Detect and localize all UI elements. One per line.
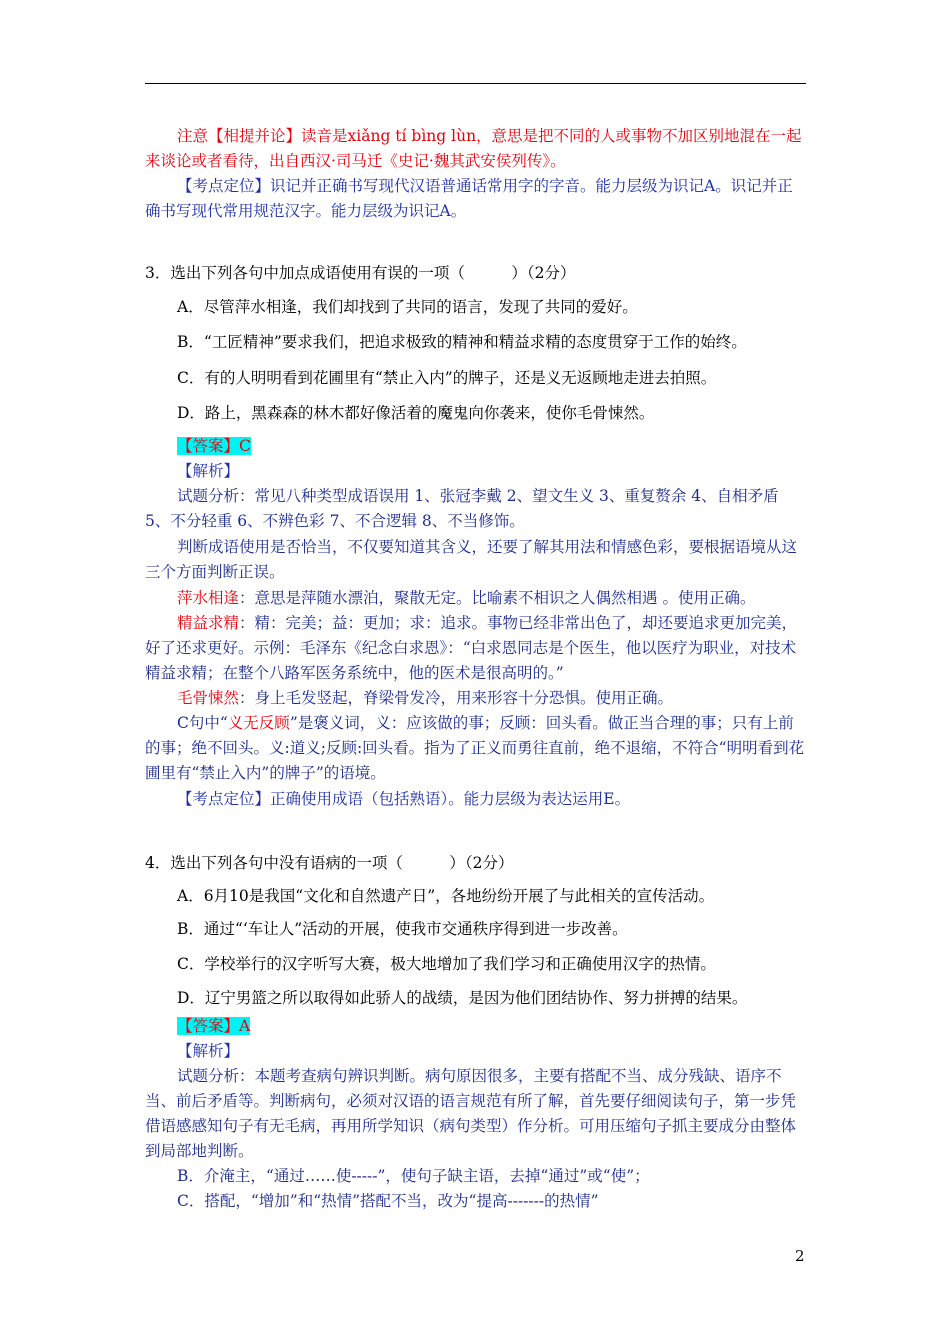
q3-kaodian-paragraph <box>145 787 807 812</box>
note-term: 【相提并论】 <box>208 127 302 145</box>
q3-c-paragraph <box>145 711 807 786</box>
q4-analysis-1: 试题分析：本题考查病句辨识判断。病句原因很多，主要有搭配不当、成分残缺、语序不当、前后矛盾等。判断病句，必须对汉语的语言规范有所了解，首先要仔细阅读句子，第一步凭借语感感知句子有无毛病，再用所学知识（病句类型）作分析。可用压缩句子抓主要成分由整体到局部地判断。 <box>145 1067 797 1160</box>
q3-answer-value: C <box>239 437 251 455</box>
q3-c-prefix: C句中“ <box>177 714 228 732</box>
q3-term-2-paragraph <box>145 611 807 686</box>
page-number: 2 <box>795 1247 805 1265</box>
intro-kaodian-paragraph <box>145 174 807 224</box>
q3-analysis-2: 判断成语使用是否恰当，不仅要知道其含义，还要了解其用法和情感色彩，要根据语境从这三个方面判断正误。 <box>145 538 798 581</box>
q4-answer-value: A <box>239 1017 251 1035</box>
q3-option-c: C．有的人明明看到花圃里有“禁止入内”的牌子，还是义无返顾地走进去拍照。 <box>177 369 717 387</box>
q3-analysis-label: 【解析】 <box>177 462 240 480</box>
q4-option-a: A．6月10是我国“文化和自然遗产日”，各地纷纷开展了与此相关的宣传活动。 <box>177 887 715 905</box>
intro-kaodian-text: 识记并正确书写现代汉语普通话常用字的字音。能力层级为识记A。识记并正确书写现代常用规范汉字。能力层级为识记A。 <box>145 177 793 220</box>
q4-option-d: D．辽宁男篮之所以取得如此骄人的战绩，是因为他们团结协作、努力拼搏的结果。 <box>177 989 748 1007</box>
q3-term-1-paragraph <box>145 586 807 611</box>
q3-term-3-paragraph <box>145 686 807 711</box>
q4-stem: 4．选出下列各句中没有语病的一项（ ）（2分） <box>145 854 514 872</box>
q3-term-2-text: ：精：完美；益：更加；求：追求。事物已经非常出色了，却还要追求更加完美，好了还求更好。示例：毛泽东《纪念白求恩》：“白求恩同志是个医生，他以医疗为职业，对技术精益求精；在整个八路军医务系统中，他的医术是很高明的。” <box>145 614 798 682</box>
header-rule <box>145 83 806 84</box>
q3-term-2: 精益求精 <box>177 614 240 632</box>
q3-option-d: D．路上，黑森森的林木都好像活着的魔鬼向你袭来，使你毛骨悚然。 <box>177 404 655 422</box>
q4-analysis-c: C．搭配，“增加”和“热情”搭配不当，改为“提高-------的热情” <box>177 1192 599 1210</box>
q3-analysis-1: 试题分析：常见八种类型成语误用 1、张冠李戴 2、望文生义 3、重复赘余 4、自相矛盾 5、不分轻重 6、不辨色彩 7、不合逻辑 8、不当修饰。 <box>145 487 779 530</box>
note-text: 读音是xiǎng tí bìng lùn，意思是把不同的人或事物不加区别地混在一起来谈论或者看待，出自西汉·司马迁《史记·魏其武安侯列传》。 <box>145 127 802 170</box>
q3-kaodian-text: 正确使用成语（包括熟语）。能力层级为表达运用E。 <box>270 790 631 808</box>
q4-option-b: B．通过“‘车让人”活动的开展，使我市交通秩序得到进一步改善。 <box>177 920 628 938</box>
q3-answer-label: 【答案】 <box>177 437 240 455</box>
q3-term-1: 萍水相逢 <box>177 589 240 607</box>
note-prefix: 注意 <box>177 127 209 145</box>
q3-c-term: 义无反顾 <box>227 714 290 732</box>
q3-stem: 3．选出下列各句中加点成语使用有误的一项（ ）（2分） <box>145 264 576 282</box>
note-paragraph <box>145 124 807 174</box>
q4-answer-label: 【答案】 <box>177 1017 240 1035</box>
intro-kaodian-label: 【考点定位】 <box>177 177 271 195</box>
q3-answer <box>145 434 839 459</box>
q4-analysis-b: B．介淹主，“通过……使-----”，使句子缺主语，去掉“通过”或“使”； <box>177 1167 650 1185</box>
q3-option-b: B．“工匠精神”要求我们，把追求极致的精神和精益求精的态度贯穿于工作的始终。 <box>177 333 747 351</box>
q3-term-3-text: ：身上毛发竖起，脊梁骨发冷，用来形容十分恐惧。使用正确。 <box>239 689 674 707</box>
q3-c-text: ”是褒义词，义：应该做的事；反顾：回头看。做正当合理的事；只有上前的事；绝不回头。义:道义;反顾:回头看。指为了正义而勇往直前，绝不退缩，不符合“明明看到花圃里有“禁止入内”的牌子”的语境。 <box>145 714 805 782</box>
q3-term-3: 毛骨悚然 <box>177 689 240 707</box>
q4-answer <box>145 1014 839 1039</box>
q3-option-a: A．尽管萍水相逢，我们却找到了共同的语言，发现了共同的爱好。 <box>177 298 638 316</box>
q3-kaodian-label: 【考点定位】 <box>177 790 271 808</box>
q4-option-c: C．学校举行的汉字听写大赛，极大地增加了我们学习和正确使用汉字的热情。 <box>177 955 716 973</box>
q3-term-1-text: ：意思是萍随水漂泊，聚散无定。比喻素不相识之人偶然相遇 。使用正确。 <box>239 589 756 607</box>
q4-analysis-label: 【解析】 <box>177 1042 240 1060</box>
